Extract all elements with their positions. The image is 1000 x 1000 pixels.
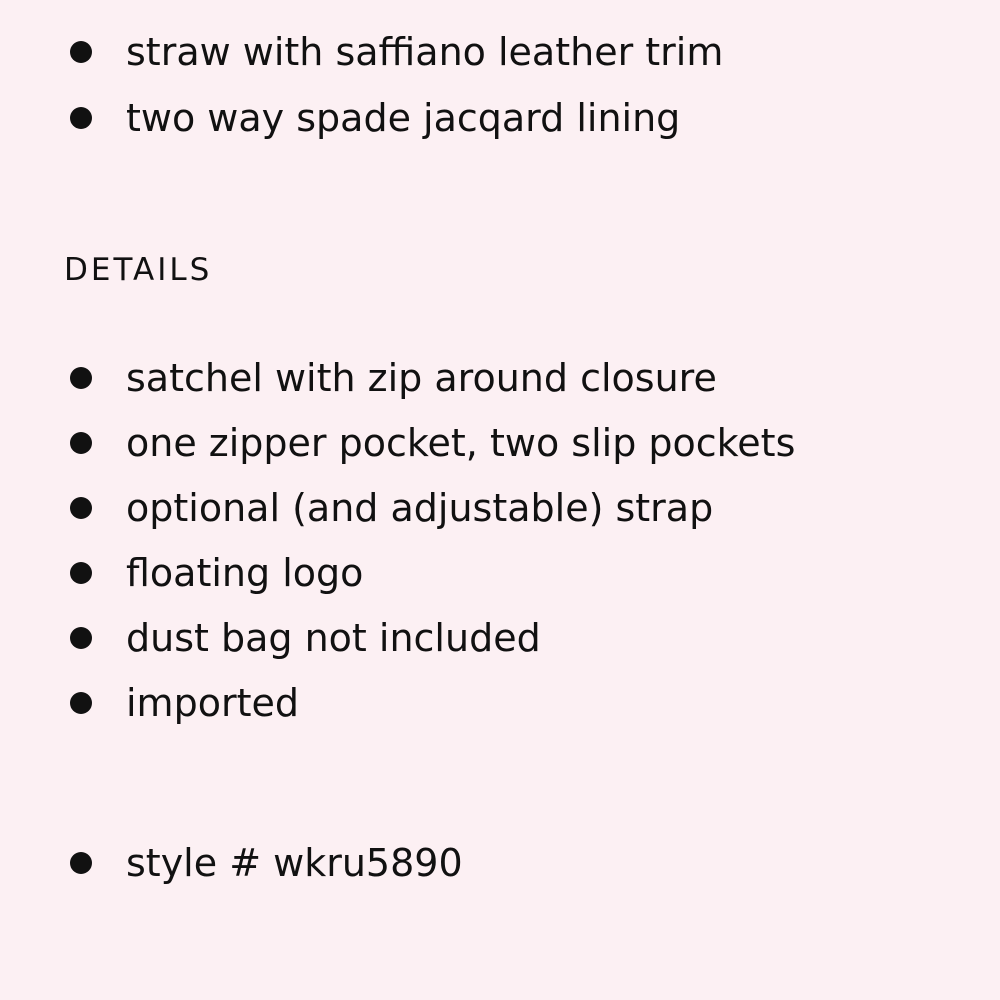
bullet-icon — [70, 627, 92, 649]
list-item-text: straw with saffiano leather trim — [126, 30, 724, 74]
bullet-icon — [70, 562, 92, 584]
bullet-icon — [70, 852, 92, 874]
bullet-icon — [70, 367, 92, 389]
list-item — [0, 608, 1000, 668]
list-item-text: dust bag not included — [126, 616, 541, 660]
list-item — [0, 478, 1000, 538]
bullet-icon — [70, 692, 92, 714]
style-number-item — [0, 833, 1000, 893]
list-item-text: two way spade jacqard lining — [126, 96, 681, 140]
list-item-text: optional (and adjustable) strap — [126, 486, 714, 530]
list-item — [0, 22, 1000, 82]
list-item — [0, 348, 1000, 408]
list-item-text: satchel with zip around closure — [126, 356, 717, 400]
bullet-icon — [70, 432, 92, 454]
bullet-icon — [70, 41, 92, 63]
list-item — [0, 413, 1000, 473]
list-item — [0, 88, 1000, 148]
list-item — [0, 673, 1000, 733]
bullet-icon — [70, 497, 92, 519]
style-number-text: style # wkru5890 — [126, 841, 463, 885]
details-heading: DETAILS — [64, 252, 213, 288]
list-item-text: one zipper pocket, two slip pockets — [126, 421, 796, 465]
bullet-icon — [70, 107, 92, 129]
list-item-text: floating logo — [126, 551, 364, 595]
list-item-text: imported — [126, 681, 299, 725]
list-item — [0, 543, 1000, 603]
